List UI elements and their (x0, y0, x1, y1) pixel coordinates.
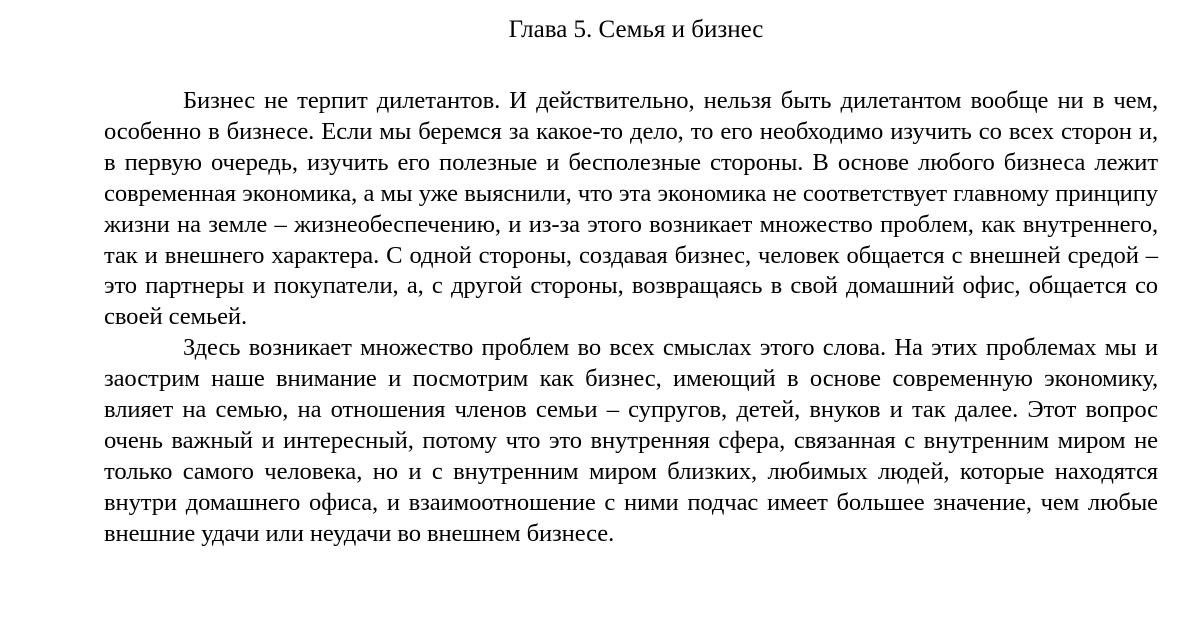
document-page (0, 14, 1200, 623)
paragraph-2: Здесь возникает множество проблем во всех смыслах этого слова. На этих проблемах мы и заострим наше внимание и посмотрим как бизнес, имеющий в основе современную экономику, влияет на семью, на отношения членов семьи – супругов, детей, внуков и так далее. Этот вопрос очень важный и интересный, потому что это внутренняя сфера, связанная с внутренним миром не только самого человека, но и с внутренним миром близких, любимых людей, которые находятся внутри домашнего офиса, и взаимоотношение с ними подчас имеет большее значение, чем любые внешние удачи или неудачи во внешнем бизнесе. (104, 334, 1158, 547)
chapter-title: Глава 5. Семья и бизнес (508, 16, 764, 43)
paragraph-1: Бизнес не терпит дилетантов. И действительно, нельзя быть дилетантом вообще ни в чем, особенно в бизнесе. Если мы беремся за какое-то дело, то его необходимо изучить со всех сторон и, в первую очередь, изучить его полезные и бесполезные стороны. В основе любого бизнеса лежит современная экономика, а мы уже выяснили, что эта экономика не соответствует главному принципу жизни на земле – жизнеобеспечению, и из-за этого возникает множество проблем, как внутреннего, так и внешнего характера. С одной стороны, создавая бизнес, человек общается с внешней средой – это партнеры и покупатели, а, с другой стороны, возвращаясь в свой домашний офис, общается со своей семьей. (104, 87, 1158, 331)
